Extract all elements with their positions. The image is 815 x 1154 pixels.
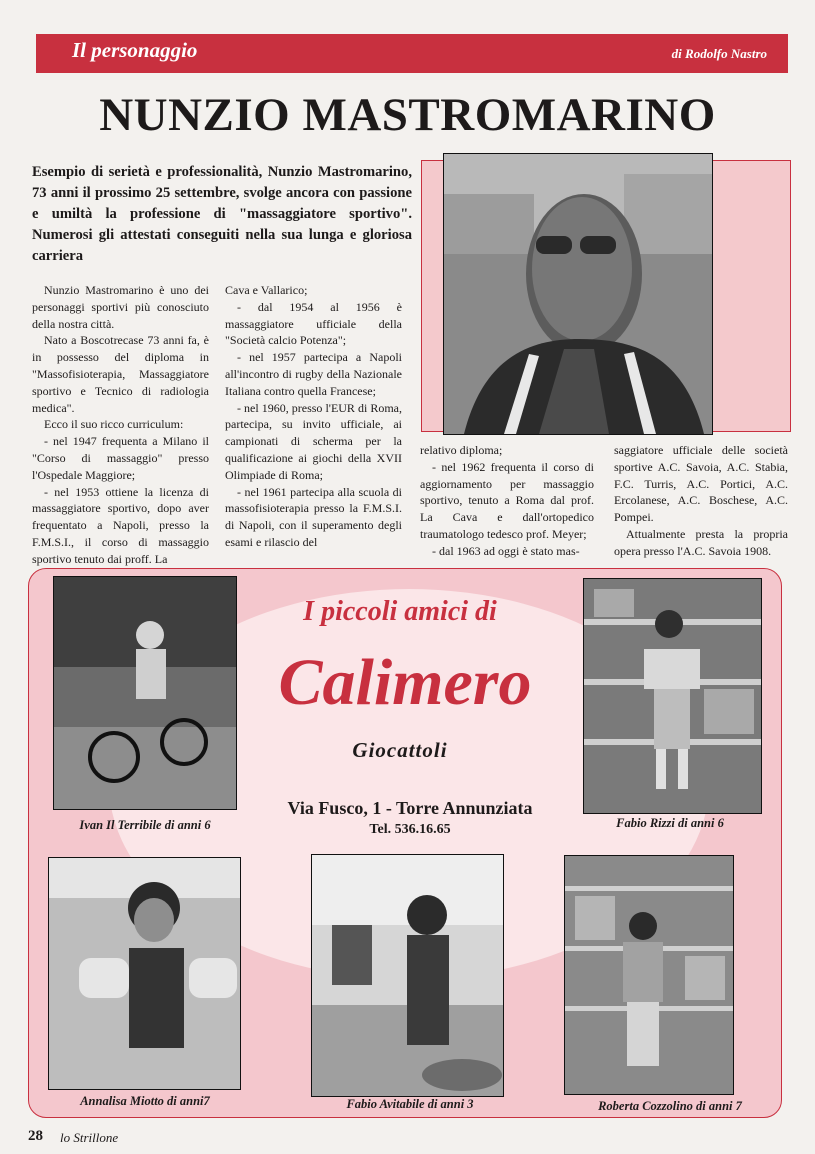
author-byline: di Rodolfo Nastro	[671, 46, 767, 61]
ad-phone: Tel. 536.16.65	[369, 822, 451, 837]
photo-annalisa	[48, 857, 241, 1090]
portrait-photo	[443, 153, 713, 435]
paragraph: saggiatore ufficiale delle società sportive A.C. Savoia, A.C. Stabia, F.C. Turris, A.C. Portici, A.C. Ercolanese, A.C. Boschese, A.C. Pompei.	[614, 443, 788, 525]
paragraph: Cava e Vallarico;	[225, 283, 308, 297]
paragraph: - nel 1962 frequenta il corso di aggiornamento per massaggio sportivo, tenuto a Roma dal prof. La Cava e dall'ortopedico traumatologo tedesco prof. Meyer;	[420, 459, 594, 541]
section-label: Il personaggio	[72, 38, 198, 62]
paragraph: - nel 1953 ottiene la licenza di massaggiatore sportivo, dopo aver frequentato a Napoli, presso la F.M.S.I., il corso di massaggio sportivo tenuto dai proff. La	[32, 484, 209, 566]
ad-address: Via Fusco, 1 - Torre Annunziata	[287, 798, 533, 818]
article-headline: NUNZIO MASTROMARINO	[99, 89, 716, 141]
paragraph: Nunzio Mastromarino è uno dei personaggi sportivi più conosciuto della nostra città.	[32, 283, 209, 331]
magazine-name: lo Strillone	[60, 1130, 119, 1145]
caption-annalisa: Annalisa Miotto di anni7	[80, 1094, 210, 1108]
caption-roberta: Roberta Cozzolino di anni 7	[598, 1099, 742, 1113]
paragraph: - dal 1963 ad oggi è stato mas-	[432, 543, 580, 558]
caption-ivan: Ivan Il Terribile di anni 6	[79, 818, 211, 832]
paragraph: - nel 1961 partecipa alla scuola di massofisioterapia presso la F.M.S.I. di Napoli, con il superamento degli esami e rilascio del	[225, 484, 402, 549]
paragraph: Ecco il suo ricco curriculum:	[44, 417, 184, 432]
paragraph: - dal 1954 al 1956 è massaggiatore ufficiale della "Società calcio Potenza";	[225, 299, 402, 348]
paragraph: relativo diploma;	[420, 443, 503, 457]
photo-fabio-avitabile	[311, 854, 504, 1097]
article-column-1	[32, 282, 209, 568]
article-column-3	[420, 442, 594, 560]
article-column-4	[614, 442, 788, 560]
photo-roberta	[564, 855, 734, 1095]
photo-ivan	[53, 576, 237, 810]
article-intro: Esempio di serietà e professionalità, Nunzio Mastromarino, 73 anni il prossimo 25 settembre, svolge ancora con passione e umiltà la professione di "massaggiatore sportivo". Numerosi gli attestati conseguiti nella sua lunga e gloriosa carriera	[32, 164, 412, 264]
paragraph: - nel 1947 frequenta a Milano il "Corso di massaggio" presso l'Ospedale Maggiore;	[32, 434, 209, 482]
paragraph: Attualmente presta la propria opera presso l'A.C. Savoia 1908.	[614, 526, 788, 558]
paragraph: - nel 1957 partecipa a Napoli all'incontro di rugby della Nazionale Italiana contro quella Francese;	[225, 350, 402, 398]
photo-fabio-rizzi	[583, 578, 762, 814]
caption-fabio-avitabile: Fabio Avitabile di anni 3	[346, 1097, 474, 1111]
paragraph: Nato a Boscotrecase 73 anni fa, è in possesso del diploma in "Massofisioterapia, Massaggiatore sportivo e Tecnico di radiologia medica".	[32, 333, 209, 415]
ad-brand-name: Calimero	[278, 646, 532, 719]
ad-kicker: I piccoli amici di	[303, 596, 497, 627]
article-column-2	[225, 282, 402, 551]
page-number: 28	[28, 1128, 43, 1144]
caption-fabio-rizzi: Fabio Rizzi di anni 6	[616, 816, 724, 830]
ad-tagline: Giocattoli	[352, 738, 448, 762]
paragraph: - nel 1960, presso l'EUR di Roma, partecipa, su invito ufficiale, ai campionati di scherma per la qualificazione ai giochi della XVII Olimpiade di Roma;	[225, 400, 402, 482]
